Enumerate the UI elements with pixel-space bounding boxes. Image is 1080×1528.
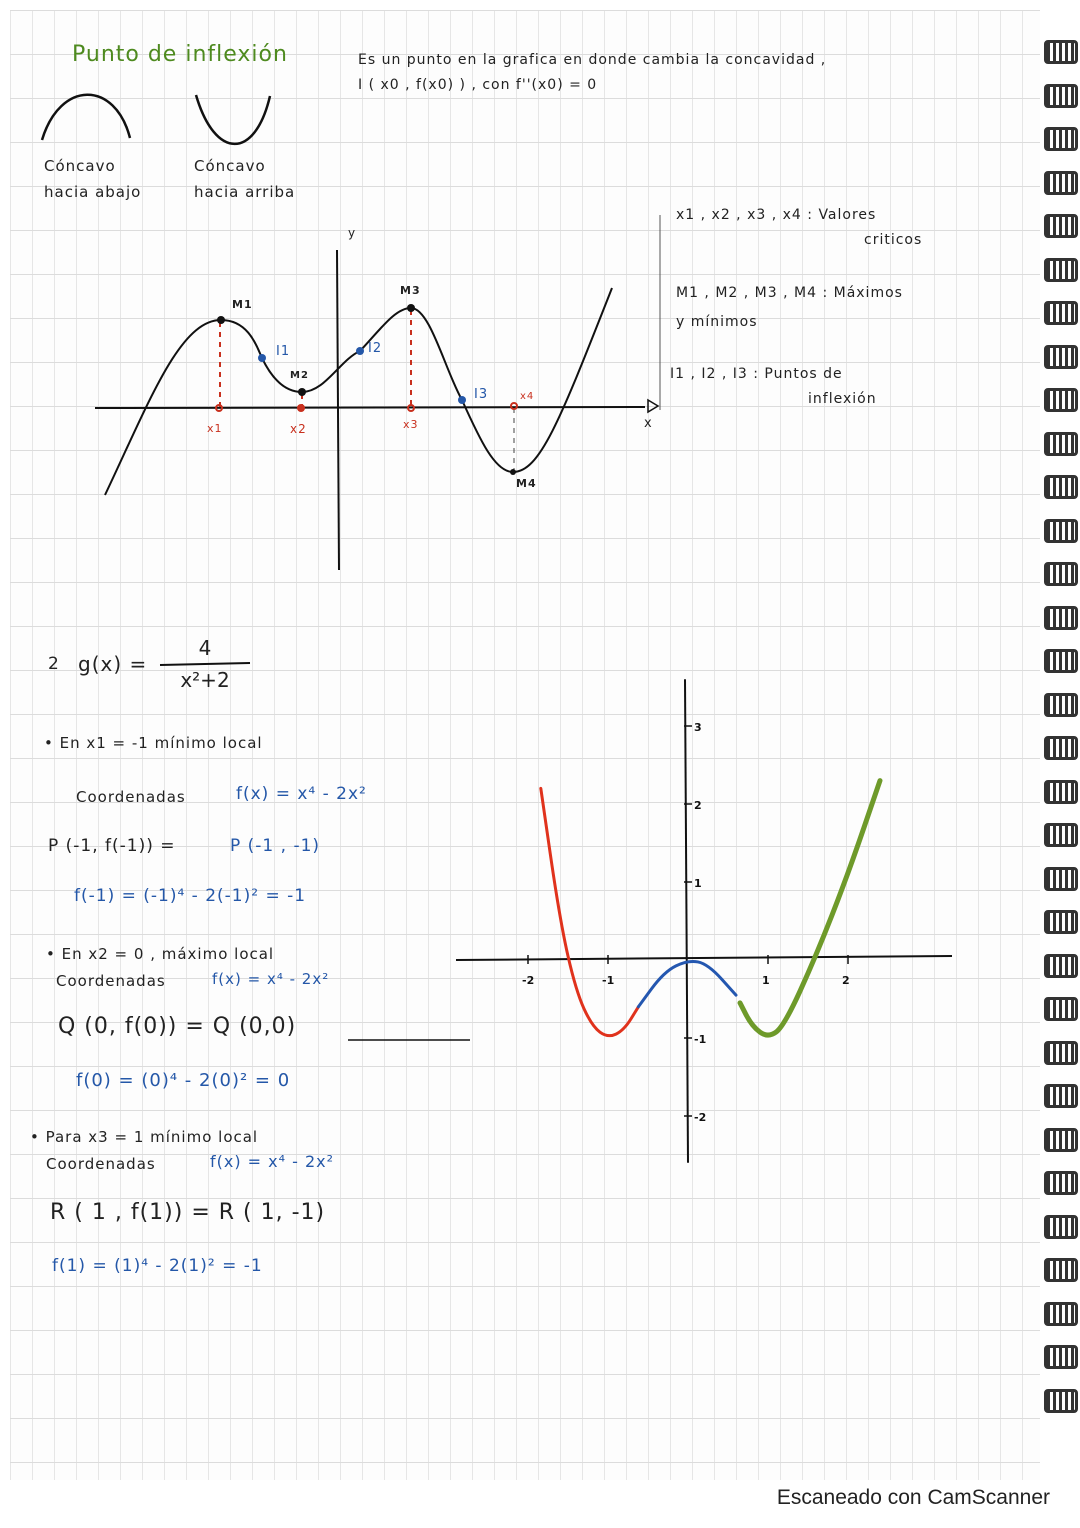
p3-func: f(x) = x⁴ - 2x² (210, 1152, 335, 1171)
p3-heading: • Para x3 = 1 mínimo local (30, 1128, 259, 1146)
fraction-numerator: 4 (198, 636, 212, 660)
p1-func: f(x) = x⁴ - 2x² (236, 784, 367, 804)
concave-up-label: Cóncavo (194, 157, 266, 175)
x-tick-label: 2 (842, 974, 850, 987)
p3-point: R ( 1 , f(1)) = R ( 1, -1) (50, 1200, 326, 1225)
sketch-curve (105, 288, 612, 495)
chart-x-axis (456, 956, 952, 960)
point-i2 (356, 347, 364, 355)
legend-inflection-2: inflexión (808, 391, 877, 407)
y-tick-label: 1 (694, 877, 702, 890)
page-title: Punto de inflexión (72, 42, 288, 67)
x-axis-arrow-icon (648, 400, 658, 412)
sketch-x-label: x (644, 416, 653, 431)
p1-calc: f(-1) = (-1)⁴ - 2(-1)² = -1 (74, 886, 307, 906)
legend-maxmin-2: y mínimos (676, 314, 758, 330)
label-m4: M4 (516, 477, 537, 490)
legend-critical-2: criticos (864, 232, 923, 248)
y-tick-label: 2 (694, 799, 702, 812)
label-m2: M2 (290, 370, 309, 381)
curve-increasing (740, 781, 880, 1035)
label-m3: M3 (400, 284, 421, 297)
x-tick-label: -2 (522, 974, 535, 987)
chart-y-axis (685, 679, 688, 1163)
point-x2 (297, 404, 305, 412)
concave-up-label-2: hacia arriba (194, 183, 296, 201)
y-tick-label: -1 (694, 1033, 707, 1046)
definition-line-2: I ( x0 , f(x0) ) , con f''(x0) = 0 (358, 77, 598, 93)
x-tick-label: -1 (602, 974, 615, 987)
point-i3 (458, 396, 466, 404)
label-i2: I2 (368, 341, 383, 356)
p2-point: Q (0, f(0)) = Q (0,0) (58, 1014, 297, 1039)
label-x3: x3 (403, 418, 419, 431)
function-chart (456, 679, 952, 1163)
concave-down-label: Cóncavo (44, 157, 116, 175)
fraction-denominator: x²+2 (180, 668, 230, 692)
label-x2: x2 (290, 422, 307, 436)
p2-func: f(x) = x⁴ - 2x² (212, 970, 330, 988)
concave-down-arc (42, 95, 130, 140)
p1-coords-label: Coordenadas (76, 788, 186, 806)
point-x4 (511, 403, 517, 409)
p1-heading: • En x1 = -1 mínimo local (44, 734, 263, 752)
y-tick-label: -2 (694, 1111, 707, 1124)
point-m4 (510, 469, 516, 475)
definition-line-1: Es un punto en la grafica en donde cambia la concavidad , (358, 52, 827, 68)
scanner-watermark: Escaneado con CamScanner (776, 1486, 1050, 1509)
exercise-number: 2 (48, 654, 60, 674)
label-i1: I1 (276, 344, 291, 359)
point-m3 (407, 304, 415, 312)
p3-calc: f(1) = (1)⁴ - 2(1)² = -1 (52, 1256, 263, 1276)
p2-coords-label: Coordenadas (56, 972, 166, 990)
label-m1: M1 (232, 298, 253, 311)
p2-calc: f(0) = (0)⁴ - 2(0)² = 0 (76, 1070, 291, 1091)
p1-point-rhs: P (-1 , -1) (230, 836, 321, 856)
concave-up-arc (196, 95, 270, 144)
fraction-bar (160, 663, 250, 665)
point-i1 (258, 354, 266, 362)
legend-inflection: I1 , I2 , I3 : Puntos de (670, 366, 843, 382)
legend-maxmin: M1 , M2 , M3 , M4 : Máximos (676, 285, 903, 301)
sketch-y-axis (337, 250, 339, 570)
point-m1 (217, 316, 225, 324)
p3-coords-label: Coordenadas (46, 1155, 156, 1173)
curve-decreasing (541, 788, 639, 1035)
concave-down-label-2: hacia abajo (44, 183, 142, 201)
sketch-y-label: y (348, 226, 357, 240)
label-i3: I3 (474, 387, 489, 402)
legend-critical: x1 , x2 , x3 , x4 : Valores (676, 207, 877, 223)
label-x4: x4 (520, 391, 535, 402)
point-m2 (298, 388, 306, 396)
label-x1: x1 (207, 422, 223, 435)
p1-point-lhs: P (-1, f(-1)) = (48, 836, 176, 856)
y-tick-label: 3 (694, 721, 702, 734)
function-lhs: g(x) = (78, 652, 148, 676)
x-tick-label: 1 (762, 974, 770, 987)
p2-heading: • En x2 = 0 , máximo local (46, 945, 275, 963)
